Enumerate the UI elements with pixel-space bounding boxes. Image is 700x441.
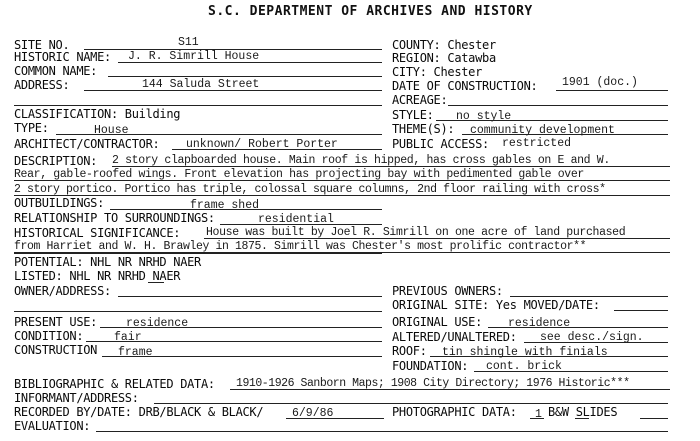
- description-label: DESCRIPTION:: [14, 154, 98, 168]
- significance-label: HISTORICAL SIGNIFICANCE:: [14, 226, 181, 240]
- original-use-line: [488, 327, 668, 328]
- recorded-line: [286, 418, 384, 419]
- type-value: House: [94, 124, 129, 137]
- bibliographic-value: 1910-1926 Sanborn Maps; 1908 City Directory; 1976 Historic***: [236, 377, 630, 390]
- photo-count-line: [530, 418, 544, 419]
- roof-label: ROOF:: [392, 344, 427, 358]
- acreage-label: ACREAGE:: [392, 93, 448, 107]
- theme-label: THEME(S):: [392, 122, 455, 136]
- foundation-value: cont. brick: [486, 360, 562, 373]
- foundation-line: [474, 371, 668, 372]
- classification-rule: [14, 105, 382, 106]
- previous-owners-line: [510, 296, 668, 297]
- construction-label: CONSTRUCTION: [14, 343, 98, 357]
- bibliographic-line: [230, 389, 670, 390]
- altered-value: see desc./sign.: [540, 331, 644, 344]
- site-no-label: SITE NO.: [14, 38, 70, 52]
- architect-line: [172, 149, 382, 150]
- date-value: 1901 (doc.): [562, 76, 638, 89]
- relationship-value: residential: [258, 213, 334, 226]
- significance-rule-1: [204, 238, 670, 239]
- architect-label: ARCHITECT/CONTRACTOR:: [14, 137, 160, 151]
- owner-line-1: [118, 296, 382, 297]
- outbuildings-value: frame shed: [190, 199, 260, 212]
- description-line-1: 2 story clapboarded house. Main roof is hipped, has cross gables on E and W.: [112, 154, 610, 167]
- present-use-line: [100, 327, 382, 328]
- significance-line-1: House was built by Joel R. Simrill on one acre of land purchased: [206, 226, 626, 239]
- present-use-value: residence: [126, 317, 189, 330]
- photo-label: PHOTOGRAPHIC DATA:: [392, 405, 517, 419]
- significance-line-2: from Harriet and W. H. Brawley in 1875. Simrill was Chester's most prolific contractor**: [14, 240, 587, 253]
- photo-tail: B&W SLIDES: [548, 405, 618, 419]
- present-use-label: PRESENT USE:: [14, 315, 98, 329]
- description-rule-1: [112, 166, 670, 167]
- roof-value: tin shingle with finials: [442, 346, 608, 359]
- historic-name-label: HISTORIC NAME:: [14, 50, 111, 64]
- roof-line: [430, 356, 668, 357]
- original-use-label: ORIGINAL USE:: [392, 315, 483, 329]
- evaluation-label: EVALUATION:: [14, 419, 91, 433]
- historic-name-line: [118, 62, 382, 63]
- altered-line: [524, 342, 668, 343]
- site-no-value: S11: [178, 36, 199, 49]
- common-name-label: COMMON NAME:: [14, 64, 98, 78]
- region-label: REGION: Catawba: [392, 51, 496, 65]
- city-label: CITY: Chester: [392, 65, 483, 79]
- owner-line-2: [14, 311, 382, 312]
- photo-count: 1: [535, 408, 542, 421]
- architect-value: unknown/ Robert Porter: [186, 138, 338, 151]
- construction-value: frame: [118, 346, 153, 359]
- listed-label: LISTED: NHL NR NRHD NAER: [14, 269, 181, 283]
- condition-line: [86, 341, 382, 342]
- evaluation-line: [96, 431, 668, 432]
- potential-label: POTENTIAL: NHL NR NRHD NAER: [14, 255, 201, 269]
- condition-label: CONDITION:: [14, 329, 84, 343]
- previous-owners-label: PREVIOUS OWNERS:: [392, 284, 503, 298]
- access-value: restricted: [502, 137, 572, 150]
- theme-line: [462, 134, 668, 135]
- historic-name-value: J. R. Simrill House: [128, 50, 260, 63]
- original-use-value: residence: [508, 317, 571, 330]
- altered-label: ALTERED/UNALTERED:: [392, 330, 517, 344]
- bw-blank-line: [575, 418, 589, 419]
- informant-line: [154, 403, 668, 404]
- form-title: S.C. DEPARTMENT OF ARCHIVES AND HISTORY: [208, 4, 533, 19]
- moved-date-line: [614, 310, 668, 311]
- outbuildings-line: [110, 209, 382, 210]
- recorded-label: RECORDED BY/DATE: DRB/BLACK & BLACK/: [14, 405, 264, 419]
- date-line: [556, 90, 668, 91]
- original-site-label: ORIGINAL SITE: Yes MOVED/DATE:: [392, 298, 600, 312]
- access-label: PUBLIC ACCESS:: [392, 137, 489, 151]
- classification-label: CLASSIFICATION: Building: [14, 107, 181, 121]
- address-value: 144 Saluda Street: [142, 78, 260, 91]
- bibliographic-label: BIBLIOGRAPHIC & RELATED DATA:: [14, 377, 215, 391]
- address-line: [84, 90, 382, 91]
- informant-label: INFORMANT/ADDRESS:: [14, 391, 139, 405]
- style-line: [436, 120, 668, 121]
- construction-line: [102, 356, 382, 357]
- style-label: STYLE:: [392, 108, 434, 122]
- description-rule-3: [14, 195, 670, 196]
- type-label: TYPE:: [14, 121, 49, 135]
- owner-label: OWNER/ADDRESS:: [14, 284, 111, 298]
- slides-blank-line: [640, 418, 668, 419]
- common-name-line: [108, 76, 382, 77]
- style-value: no style: [456, 110, 512, 123]
- relationship-label: RELATIONSHIP TO SURROUNDINGS:: [14, 211, 215, 225]
- relationship-line: [220, 224, 382, 225]
- potential-rule: [14, 253, 382, 254]
- description-line-2: Rear, gable-roofed wings. Front elevation has projecting bay with pedimented gable over: [14, 168, 584, 181]
- acreage-line: [448, 105, 668, 106]
- description-line-3: 2 story portico. Portico has triple, colossal square columns, 2nd floor railing with cross*: [14, 183, 606, 196]
- address-label: ADDRESS:: [14, 78, 70, 92]
- theme-value: community development: [470, 124, 615, 137]
- type-line: [56, 134, 382, 135]
- recorded-date: 6/9/86: [292, 407, 334, 420]
- outbuildings-label: OUTBUILDINGS:: [14, 196, 105, 210]
- county-label: COUNTY: Chester: [392, 38, 496, 52]
- date-label: DATE OF CONSTRUCTION:: [392, 79, 538, 93]
- foundation-label: FOUNDATION:: [392, 359, 469, 373]
- condition-value: fair: [114, 331, 142, 344]
- description-rule-2: [14, 180, 670, 181]
